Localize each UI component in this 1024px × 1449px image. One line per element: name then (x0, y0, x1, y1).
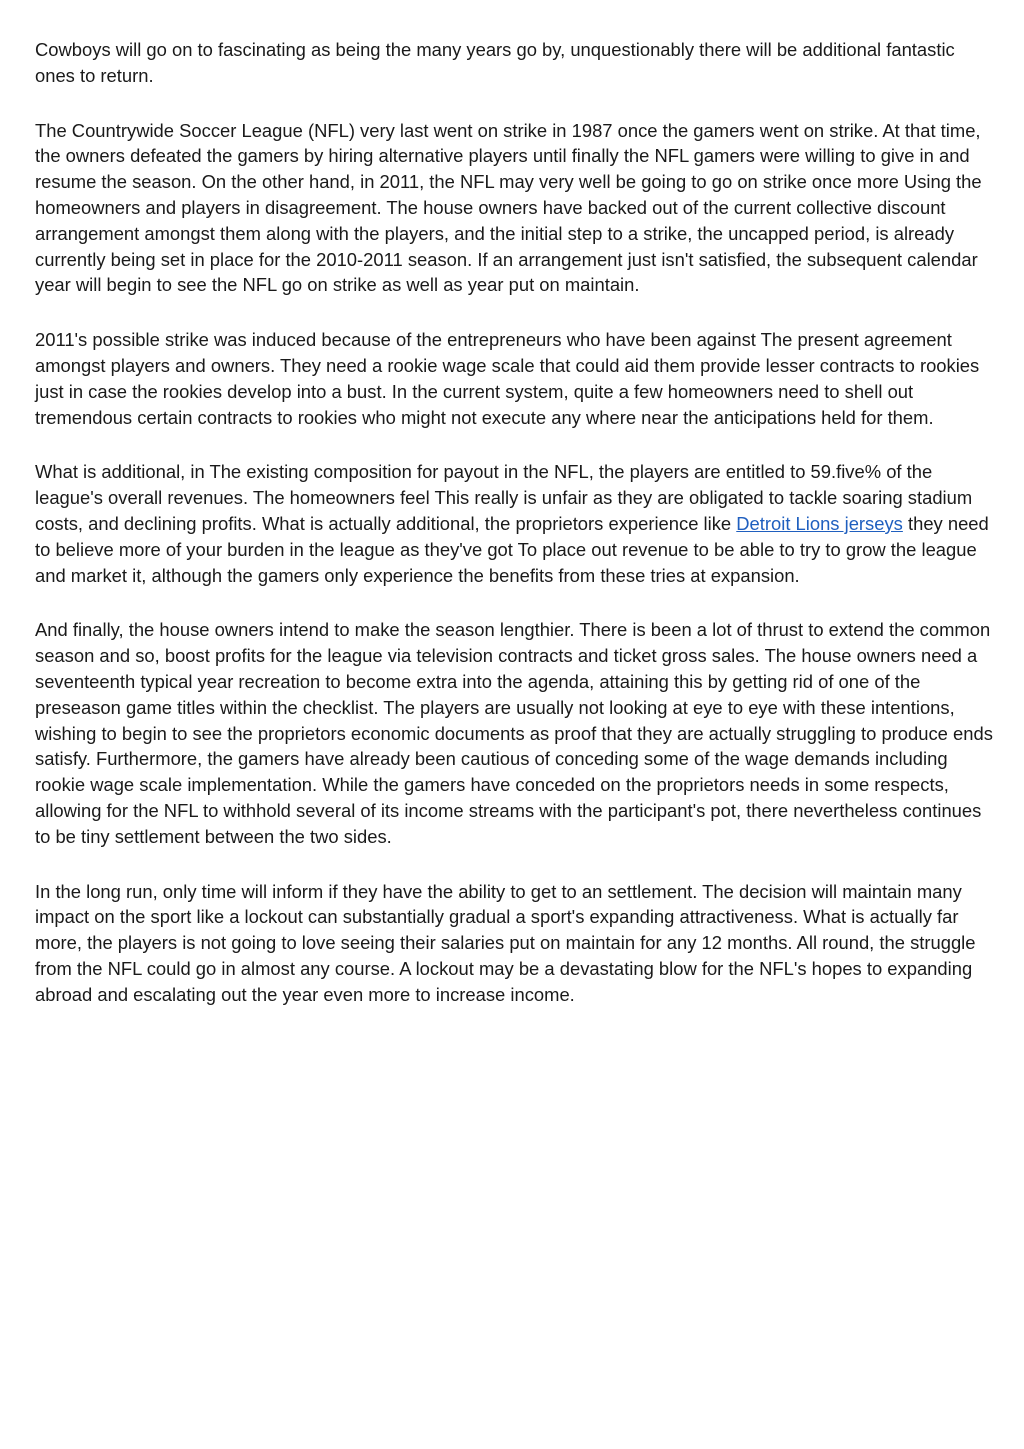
paragraph-4 (35, 459, 995, 588)
paragraph-4-text-before: What is additional, in The existing composition for payout in the NFL, the players are entitled to 59.five% of the league's overall revenues. The homeowners feel This really is unfair as they are obligated to tackle soaring stadium costs, and declining profits. What is actually additional, the proprietors experience like (35, 461, 973, 534)
paragraph-3: 2011's possible strike was induced because of the entrepreneurs who have been against The present agreement amongst players and owners. They need a rookie wage scale that could aid them provide lesser contracts to rookies just in case the rookies develop into a bust. In the current system, quite a few homeowners need to shell out tremendous certain contracts to rookies who might not execute any where near the anticipations held for them. (35, 329, 980, 428)
paragraph-6: In the long run, only time will inform if they have the ability to get to an settlement. The decision will maintain many impact on the sport like a lockout can substantially gradual a sport's expanding attractiveness. What is actually far more, the players is not going to love seeing their salaries put on maintain for any 12 months. All round, the struggle from the NFL could go in almost any course. A lockout may be a devastating blow for the NFL's hopes to expanding abroad and escalating out the year even more to increase income. (35, 880, 976, 1005)
paragraph-2: The Countrywide Soccer League (NFL) very last went on strike in 1987 once the gamers went on strike. At that time, the owners defeated the gamers by hiring alternative players until finally the NFL gamers were willing to give in and resume the season. On the other hand, in 2011, the NFL may very well be going to go on strike once more Using the homeowners and players in disagreement. The house owners have backed out of the current collective discount arrangement amongst them along with the players, and the initial step to a strike, the uncapped period, is already currently being set in place for the 2010-2011 season. If an arrangement just isn't satisfied, the subsequent calendar year will begin to see the NFL go on strike as well as year put on maintain. (35, 119, 982, 296)
paragraph-1: Cowboys will go on to fascinating as being the many years go by, unquestionably there will be additional fantastic ones to return. (35, 39, 955, 86)
paragraph-4-text-after: they need to believe more of your burden in the league as they've got To place out revenue to be able to try to grow the league and market it, although the gamers only experience the benefits from these tries at expansion. (35, 512, 989, 586)
article-body (35, 37, 995, 1037)
paragraph-5: And finally, the house owners intend to make the season lengthier. There is been a lot of thrust to extend the common season and so, boost profits for the league via television contracts and ticket gross sales. The house owners need a seventeenth typical year recreation to become extra into the agenda, attaining this by getting rid of one of the preseason game titles within the checklist. The players are usually not looking at eye to eye with these intentions, wishing to begin to see the proprietors economic documents as proof that they are actually struggling to produce ends satisfy. Furthermore, the gamers have already been cautious of conceding some of the wage demands including rookie wage scale implementation. While the gamers have conceded on the proprietors needs in some respects, allowing for the NFL to withhold several of its income streams with the participant's pot, there nevertheless continues to be tiny settlement between the two sides. (35, 619, 993, 847)
detroit-lions-jerseys-link[interactable]: Detroit Lions jerseys (736, 512, 903, 534)
